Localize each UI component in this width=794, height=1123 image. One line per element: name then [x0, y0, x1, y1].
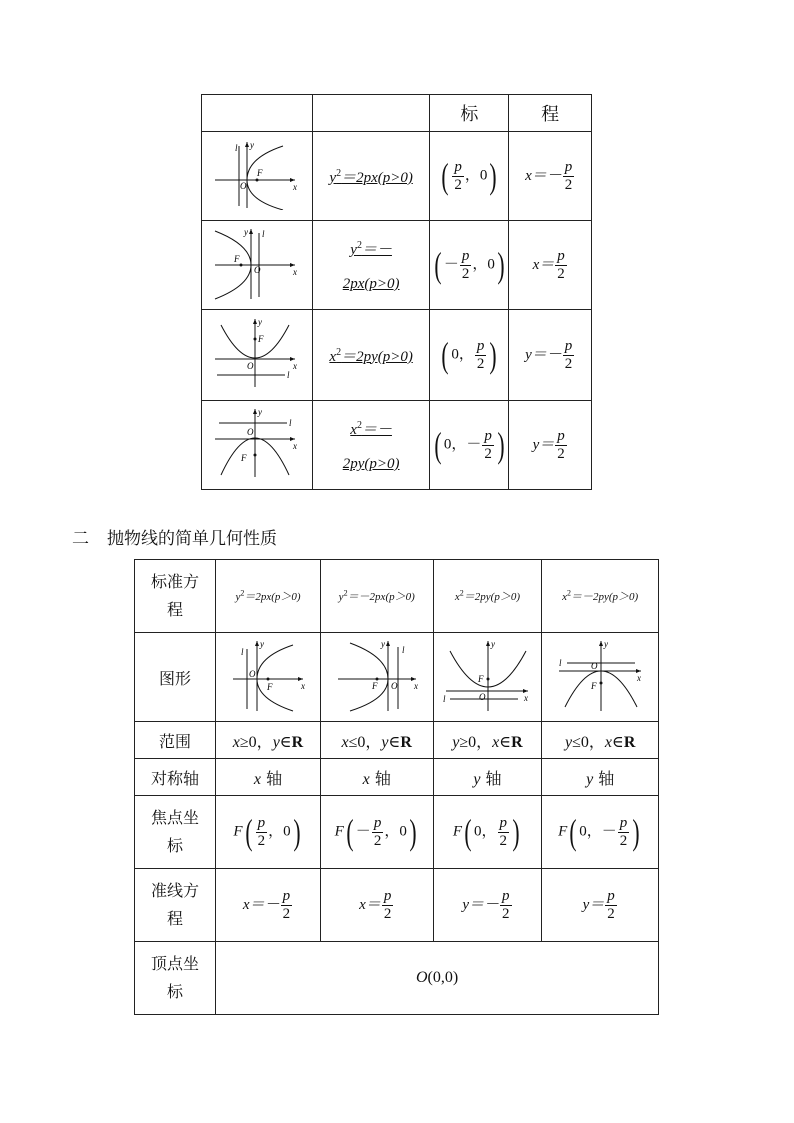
range-row: [135, 722, 659, 759]
svg-text:y: y: [257, 407, 262, 417]
table1-header-cell-3: 标: [430, 95, 509, 132]
parabola-opens-down-icon: [209, 405, 305, 481]
svg-text:O: O: [591, 661, 598, 671]
directrix-cell: y＝－ $\frac{p}{2}$: [433, 869, 542, 942]
row-label: 范围: [135, 722, 216, 759]
directrix-cell: y＝ $\frac{p}{2}$: [542, 869, 659, 942]
parabola-opens-down-icon: [555, 637, 645, 713]
svg-text:O: O: [239, 181, 247, 191]
table1-row: [202, 132, 592, 221]
table1-header-cell-1: [202, 95, 313, 132]
equation-cell: $y^2=-$ 2px(p>0): [312, 221, 430, 310]
table1-row: [202, 401, 592, 490]
section-number: 二: [72, 529, 89, 549]
equation-cell: $y^2=-2px(p>0)$: [320, 560, 433, 633]
row-label: 图形: [135, 633, 216, 722]
axis-cell: y 轴: [542, 759, 659, 796]
svg-text:x: x: [292, 361, 297, 371]
parabola-opens-left-icon: [332, 637, 422, 713]
svg-text:l: l: [401, 645, 405, 655]
directrix-cell: x＝ $\frac{p}{2}$: [320, 869, 433, 942]
focus-cell: F( 0， $\frac{p}{2}$ ): [433, 796, 542, 869]
svg-text:x: x: [413, 681, 418, 691]
svg-text:l: l: [286, 370, 290, 380]
graph-cell: [202, 132, 313, 221]
svg-text:l: l: [261, 229, 265, 239]
vertex-cell: O(0,0): [216, 942, 659, 1015]
table1-header-cell-4: 程: [509, 95, 592, 132]
svg-text:l: l: [443, 694, 446, 704]
axis-cell: x 轴: [320, 759, 433, 796]
svg-text:F: F: [257, 334, 264, 344]
equation-cell: $y^2=2px(p>0)$: [312, 132, 430, 221]
graph-cell: [202, 310, 313, 401]
equation-cell: $x^2=-$ 2py(p>0): [312, 401, 430, 490]
graph-cell: [320, 633, 433, 722]
svg-text:O: O: [246, 427, 254, 437]
graph-cell: [202, 221, 313, 310]
table1-header-row: [202, 95, 592, 132]
graph-cell: [202, 401, 313, 490]
svg-text:F: F: [371, 681, 378, 691]
range-cell: y≥0，x∈R: [433, 722, 542, 759]
svg-text:x: x: [292, 182, 297, 192]
section-heading: [72, 524, 277, 549]
graph-cell: [542, 633, 659, 722]
directrix-cell: x＝－ $\frac{p}{2}$: [509, 132, 592, 221]
svg-text:F: F: [478, 674, 484, 684]
focus-cell: F( － $\frac{p}{2}$ ，0): [320, 796, 433, 869]
svg-text:y: y: [257, 317, 262, 327]
graph-cell: [216, 633, 321, 722]
svg-text:y: y: [259, 639, 264, 649]
focus-cell: ( － $\frac{p}{2}$ ，0): [430, 221, 509, 310]
section-title: 抛物线的简单几何性质: [107, 529, 277, 549]
row-label: 对称轴: [135, 759, 216, 796]
row-label: 焦点坐 标: [135, 796, 216, 869]
svg-text:y: y: [380, 639, 385, 649]
svg-text:F: F: [266, 682, 273, 692]
axis-row: [135, 759, 659, 796]
parabola-opens-up-icon: [442, 637, 532, 713]
table1-row: [202, 310, 592, 401]
directrix-row: [135, 869, 659, 942]
parabola-opens-left-icon: [209, 225, 305, 301]
svg-text:x: x: [524, 693, 529, 703]
directrix-cell: y＝ $\frac{p}{2}$: [509, 401, 592, 490]
svg-text:l: l: [288, 418, 292, 428]
equation-cell: $x^2=-2py(p>0)$: [542, 560, 659, 633]
svg-text:l: l: [559, 658, 562, 668]
focus-cell: ( 0，－ $\frac{p}{2}$ ): [430, 401, 509, 490]
parabola-properties-table: [134, 559, 659, 1015]
svg-text:x: x: [292, 441, 297, 451]
parabola-opens-right-icon: [209, 138, 305, 210]
graph-row: [135, 633, 659, 722]
standard-equation-row: [135, 560, 659, 633]
vertex-row: [135, 942, 659, 1015]
focus-cell: F( $\frac{p}{2}$ ，0): [216, 796, 321, 869]
svg-text:x: x: [300, 681, 305, 691]
equation-cell: $y^2=2px(p>0)$: [216, 560, 321, 633]
svg-text:l: l: [240, 647, 244, 657]
directrix-cell: x＝－ $\frac{p}{2}$: [216, 869, 321, 942]
equation-cell: $x^2=2py(p>0)$: [433, 560, 542, 633]
svg-text:O: O: [253, 265, 261, 275]
graph-cell: [433, 633, 542, 722]
svg-text:l: l: [234, 143, 238, 153]
table1-row: [202, 221, 592, 310]
parabola-table-1: [201, 94, 592, 490]
svg-text:y: y: [491, 639, 496, 649]
focus-cell: F( 0，－ $\frac{p}{2}$ ): [542, 796, 659, 869]
row-label: 准线方 程: [135, 869, 216, 942]
svg-text:F: F: [240, 453, 247, 463]
axis-cell: y 轴: [433, 759, 542, 796]
svg-text:y: y: [243, 227, 248, 237]
svg-text:O: O: [248, 669, 256, 679]
svg-text:F: F: [233, 254, 240, 264]
directrix-cell: x＝ $\frac{p}{2}$: [509, 221, 592, 310]
table1-header-cell-2: [312, 95, 430, 132]
range-cell: x≤0，y∈R: [320, 722, 433, 759]
parabola-opens-up-icon: [209, 315, 305, 391]
range-cell: y≤0，x∈R: [542, 722, 659, 759]
axis-cell: x 轴: [216, 759, 321, 796]
svg-text:O: O: [390, 681, 398, 691]
parabola-opens-right-icon: [223, 637, 313, 713]
svg-text:y: y: [249, 140, 254, 150]
svg-text:O: O: [479, 692, 486, 702]
range-cell: x≥0，y∈R: [216, 722, 321, 759]
svg-text:y: y: [604, 639, 609, 649]
equation-cell: $x^2=2py(p>0)$: [312, 310, 430, 401]
svg-text:F: F: [591, 681, 597, 691]
row-label: 顶点坐 标: [135, 942, 216, 1015]
svg-text:F: F: [256, 168, 263, 178]
directrix-cell: y＝－ $\frac{p}{2}$: [509, 310, 592, 401]
svg-text:x: x: [637, 673, 642, 683]
focus-row: [135, 796, 659, 869]
row-label: 标准方 程: [135, 560, 216, 633]
svg-text:x: x: [292, 267, 297, 277]
focus-cell: ( $\frac{p}{2}$ ，0): [430, 132, 509, 221]
focus-cell: ( 0， $\frac{p}{2}$ ): [430, 310, 509, 401]
svg-text:O: O: [246, 361, 254, 371]
